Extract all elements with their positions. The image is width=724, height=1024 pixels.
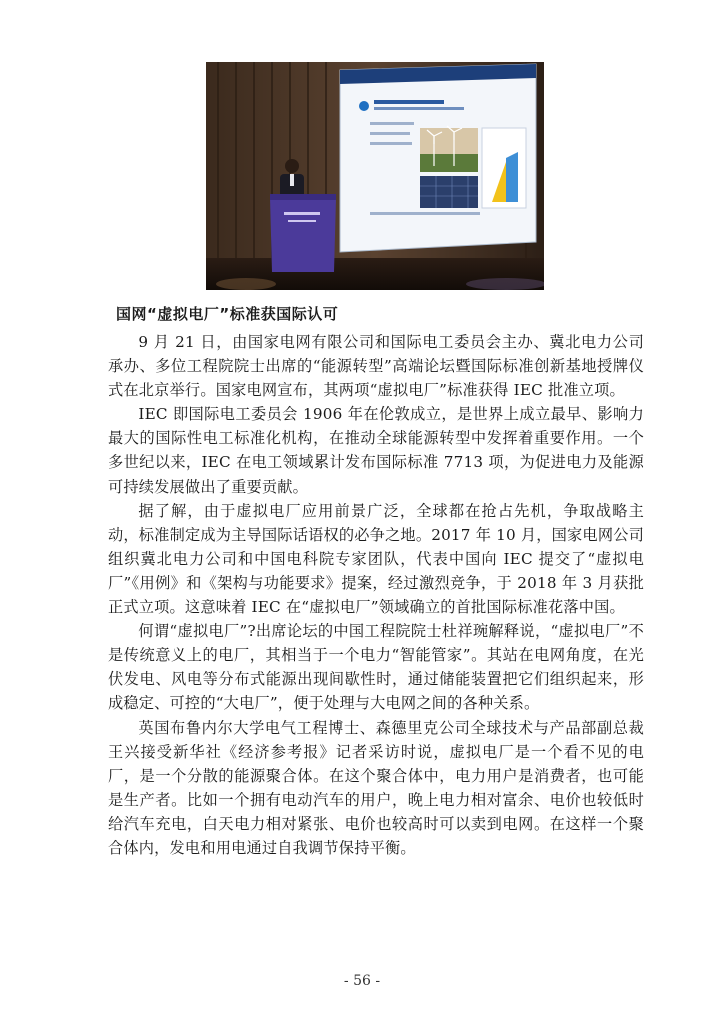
article-paragraph: 何谓“虚拟电厂”?出席论坛的中国工程院院士杜祥琬解释说，“虚拟电厂”不是传统意义上的电厂，其相当于一个电力“智能管家”。其站在电网角度，在光伏发电、风电等分布式能源出现间歇性时，通过储能装置把它们组织起来，形成稳定、可控的“大电厂”，便于处理与大电网之间的各种关系。 — [108, 622, 644, 713]
podium — [270, 194, 336, 272]
article-title: 国网“虚拟电厂”标准获国际认可 — [116, 305, 339, 323]
article-paragraph: 英国布鲁内尔大学电气工程博士、森德里克公司全球技术与产品部副总裁王兴接受新华社《经济参考报》记者采访时说，虚拟电厂是一个看不见的电厂，是一个分散的能源聚合体。在这个聚合体中，电力用户是消费者，也可能是生产者。比如一个拥有电动汽车的用户，晚上电力相对富余、电价也较低时给汽车充电，白天电力相对紧张、电价也较高时可以卖到电网。在这样一个聚合体内，发电和用电通过自我调节保持平衡。 — [108, 718, 644, 857]
article-paragraph: IEC 即国际电工委员会 1906 年在伦敦成立，是世界上成立最早、影响力最大的国际性电工标准化机构，在推动全球能源转型中发挥着重要作用。一个多世纪以来，IEC 在电工领域累计发布国际标准 7713 项，为促进电力及能源可持续发展做出了重要贡献。 — [108, 405, 644, 496]
article-paragraph: 据了解，由于虚拟电厂应用前景广泛，全球都在抢占先机，争取战略主动，标准制定成为主导国际话语权的必争之地。2017 年 10 月，国家电网公司组织冀北电力公司和中国电科院专家团队，代表中国向 IEC 提交了“虚拟电厂”《用例》和《架构与功能要求》提案，经过激烈竞争，于 2018 年 3 月获批正式立项。这意味着 IEC 在“虚拟电厂”领域确立的首批国际标准花落中国。 — [108, 501, 644, 617]
conference-photo — [206, 62, 544, 290]
page-number: - 56 - — [343, 973, 381, 989]
article-paragraph: 9 月 21 日，由国家电网有限公司和国际电工委员会主办、冀北电力公司承办、多位工程院院士出席的“能源转型”高端论坛暨国际标准创新基地授牌仪式在北京举行。国家电网宣布，其两项“虚拟电厂”标准获得 IEC 批准立项。 — [108, 333, 644, 400]
article-body — [108, 330, 644, 860]
conference-photo-illustration — [206, 62, 544, 290]
presentation-screen — [340, 64, 536, 252]
